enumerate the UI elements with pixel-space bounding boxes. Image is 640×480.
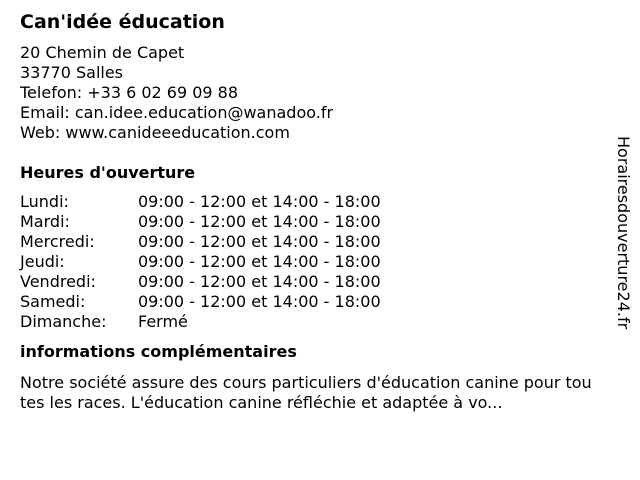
time-range: Fermé <box>138 312 188 331</box>
hours-row <box>20 292 600 312</box>
time-range: 09:00 - 12:00 et 14:00 - 18:00 <box>138 212 381 231</box>
business-card <box>20 10 600 413</box>
opening-hours-heading: Heures d'ouverture <box>20 163 196 182</box>
day-label: Vendredi: <box>20 272 96 291</box>
hours-row <box>20 312 600 332</box>
site-watermark-label: Horairesdouverture24.fr <box>614 136 633 330</box>
web-line: Web: www.canideeeducation.com <box>20 123 290 142</box>
time-range: 09:00 - 12:00 et 14:00 - 18:00 <box>138 272 381 291</box>
time-range: 09:00 - 12:00 et 14:00 - 18:00 <box>138 192 381 211</box>
phone-line: Telefon: +33 6 02 69 09 88 <box>20 83 239 102</box>
day-label: Jeudi: <box>20 252 65 271</box>
street-address: 20 Chemin de Capet <box>20 43 185 62</box>
city-line: 33770 Salles <box>20 63 124 82</box>
day-label: Lundi: <box>20 192 69 211</box>
email-line: Email: can.idee.education@wanadoo.fr <box>20 103 334 122</box>
day-label: Mardi: <box>20 212 70 231</box>
business-description: Notre société assure des cours particuliers d'éducation canine pour toutes les races. L'éducation canine réfléchie et adaptée à vo... <box>20 373 592 412</box>
hours-row <box>20 272 600 292</box>
time-range: 09:00 - 12:00 et 14:00 - 18:00 <box>138 232 381 251</box>
day-label: Dimanche: <box>20 312 107 331</box>
day-label: Mercredi: <box>20 232 95 251</box>
hours-row <box>20 232 600 252</box>
hours-row <box>20 252 600 272</box>
day-label: Samedi: <box>20 292 86 311</box>
business-name: Can'idée éducation <box>20 11 225 33</box>
hours-row <box>20 192 600 212</box>
additional-info-heading: informations complémentaires <box>20 342 297 361</box>
hours-row <box>20 212 600 232</box>
time-range: 09:00 - 12:00 et 14:00 - 18:00 <box>138 252 381 271</box>
time-range: 09:00 - 12:00 et 14:00 - 18:00 <box>138 292 381 311</box>
